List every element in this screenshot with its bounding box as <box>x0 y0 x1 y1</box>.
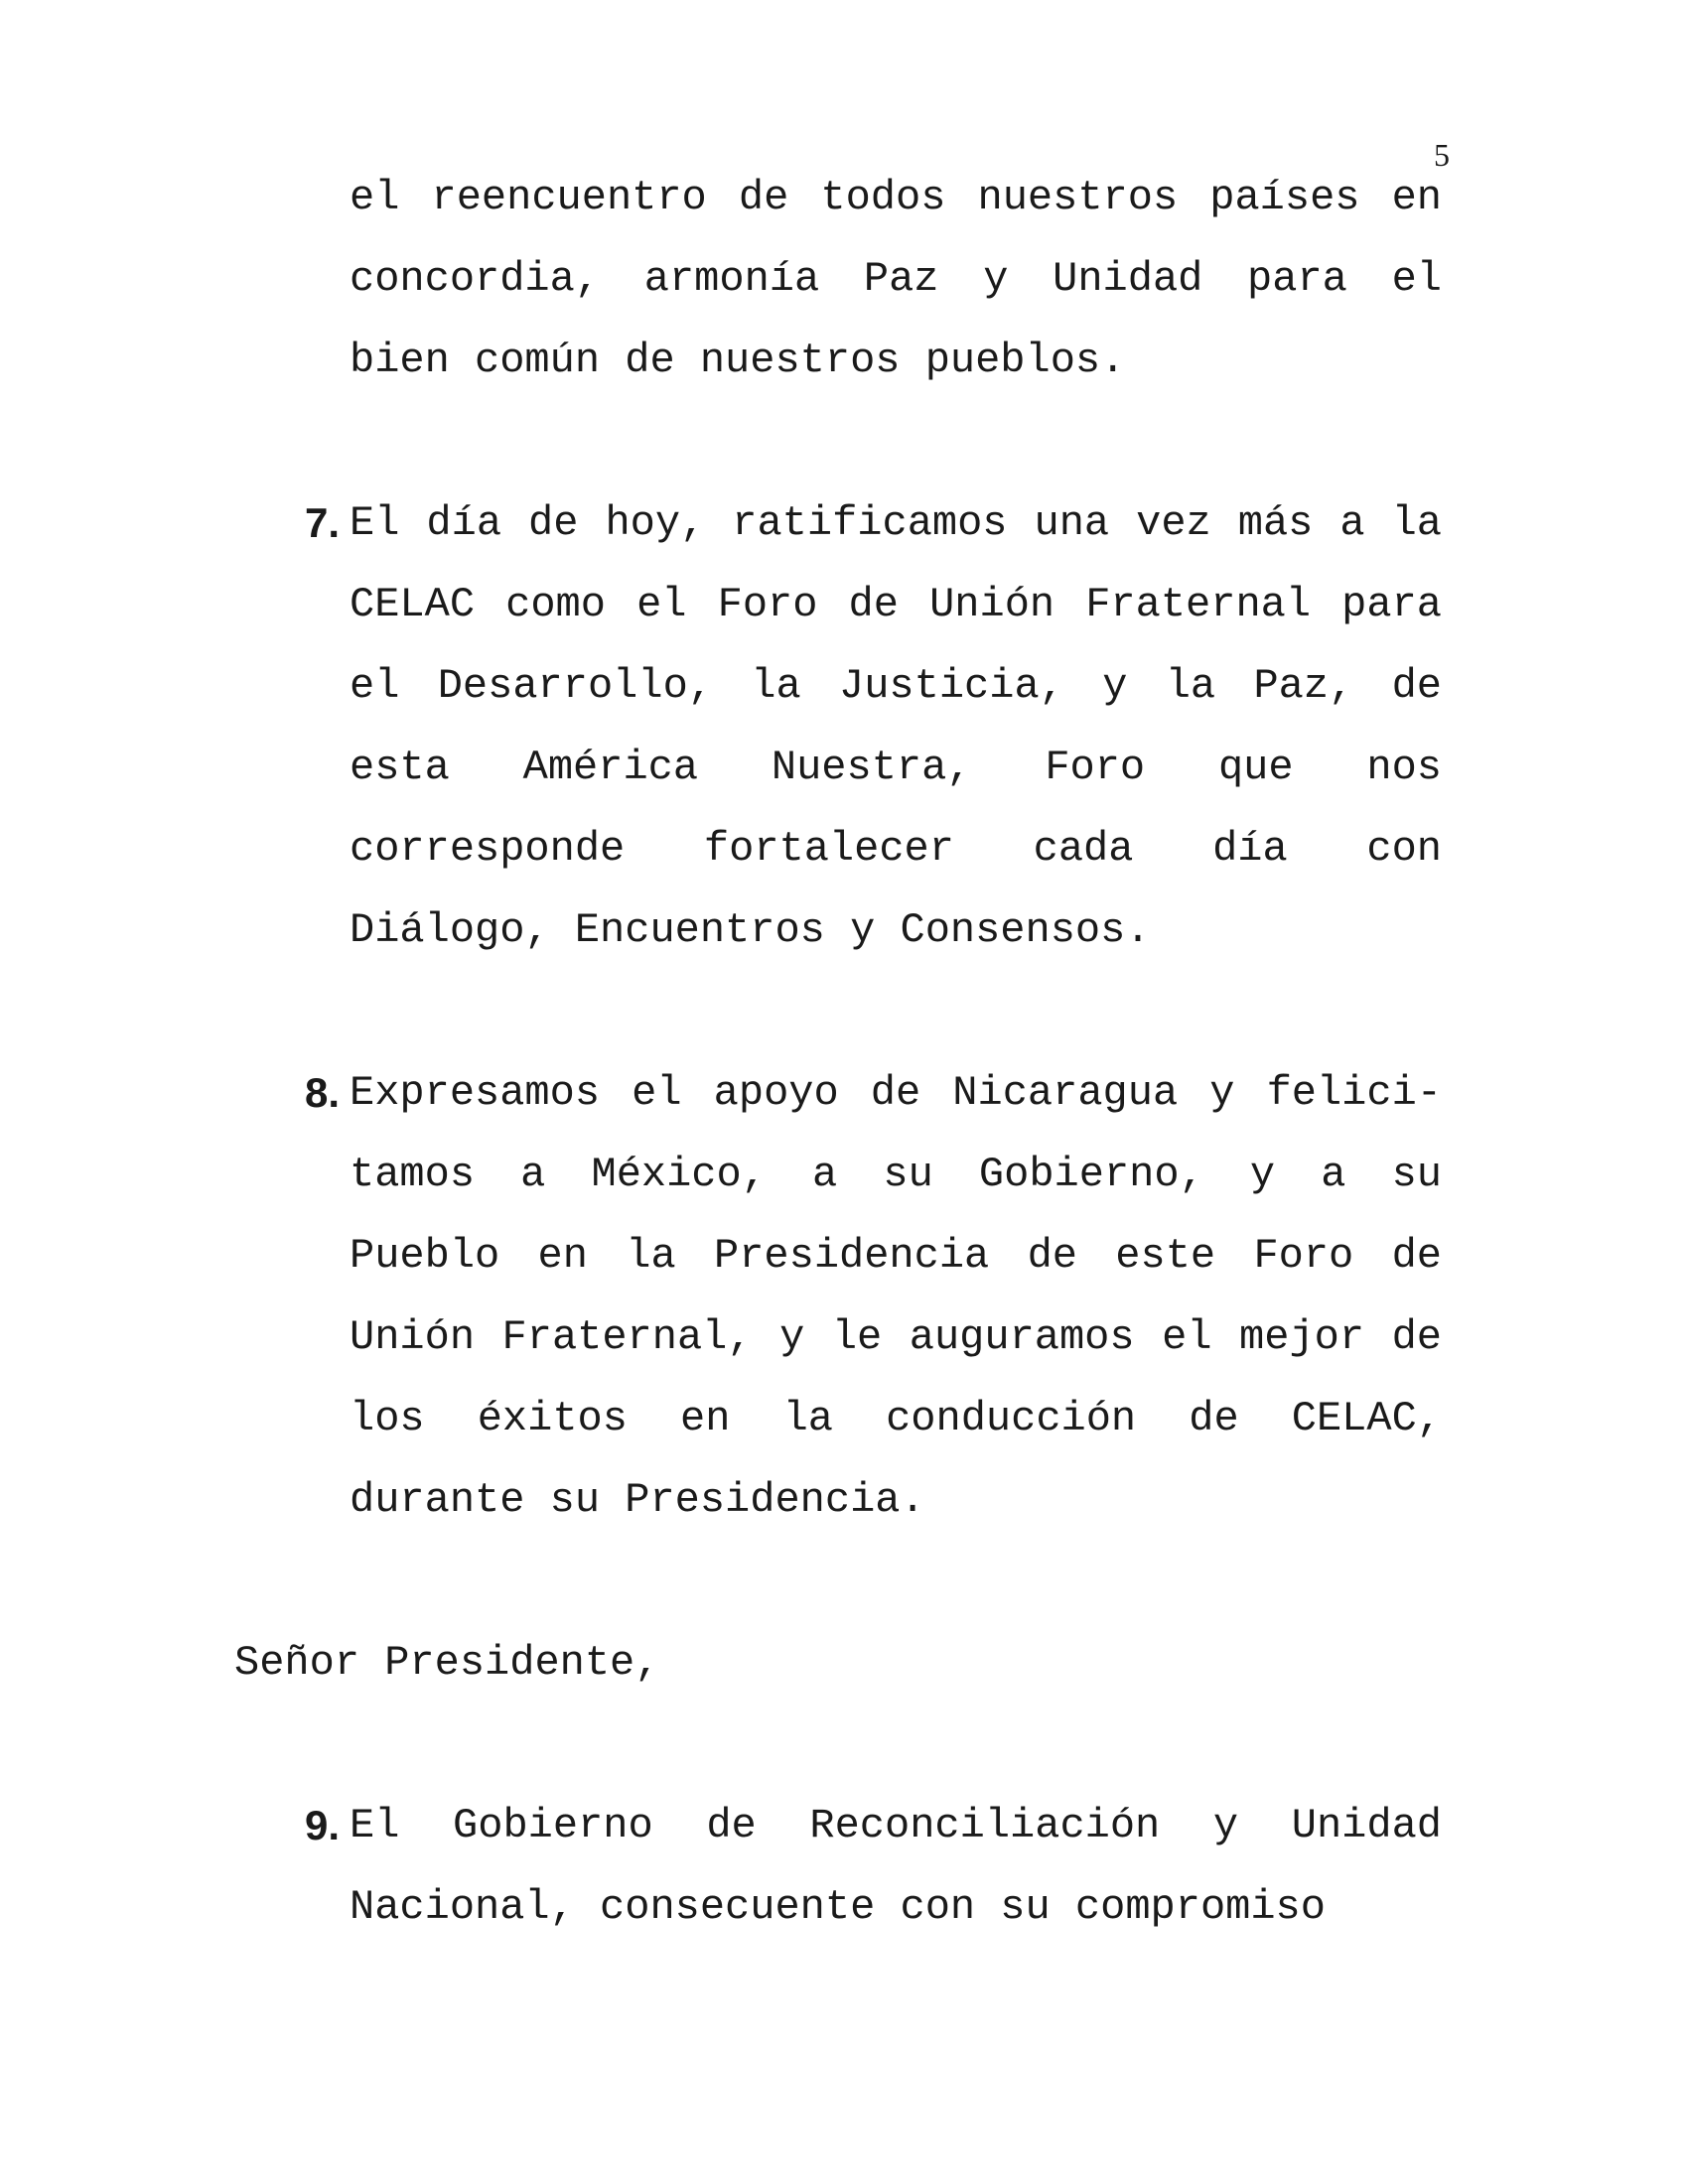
salutation: Señor Presidente, <box>234 1639 660 1687</box>
paragraph-item-8: Expresamos el apoyo de Nicaragua y felici-tamos a México, a su Gobierno, y a su Pueblo en la Presidencia de este Foro de Unión Fraternal, y le auguramos el mejor de los éxitos en la conducción de CELAC, durante su Presidencia. <box>350 1069 1442 1524</box>
item-number-7: 7. <box>304 499 340 546</box>
paragraph-continuation: el reencuentro de todos nuestros países en concordia, armonía Paz y Unidad para el bien común de nuestros pueblos. <box>350 174 1442 384</box>
page-number: 5 <box>1434 137 1450 173</box>
paragraph-item-9: El Gobierno de Reconciliación y Unidad Nacional, consecuente con su compromiso <box>350 1802 1442 1931</box>
item-number-8: 8. <box>304 1069 340 1116</box>
item-number-9: 9. <box>304 1802 340 1848</box>
paragraph-item-7: El día de hoy, ratificamos una vez más a la CELAC como el Foro de Unión Fraternal para el Desarrollo, la Justicia, y la Paz, de esta América Nuestra, Foro que nos corresponde fortalecer cada día con Diálogo, Encuentros y Consensos. <box>350 499 1442 954</box>
